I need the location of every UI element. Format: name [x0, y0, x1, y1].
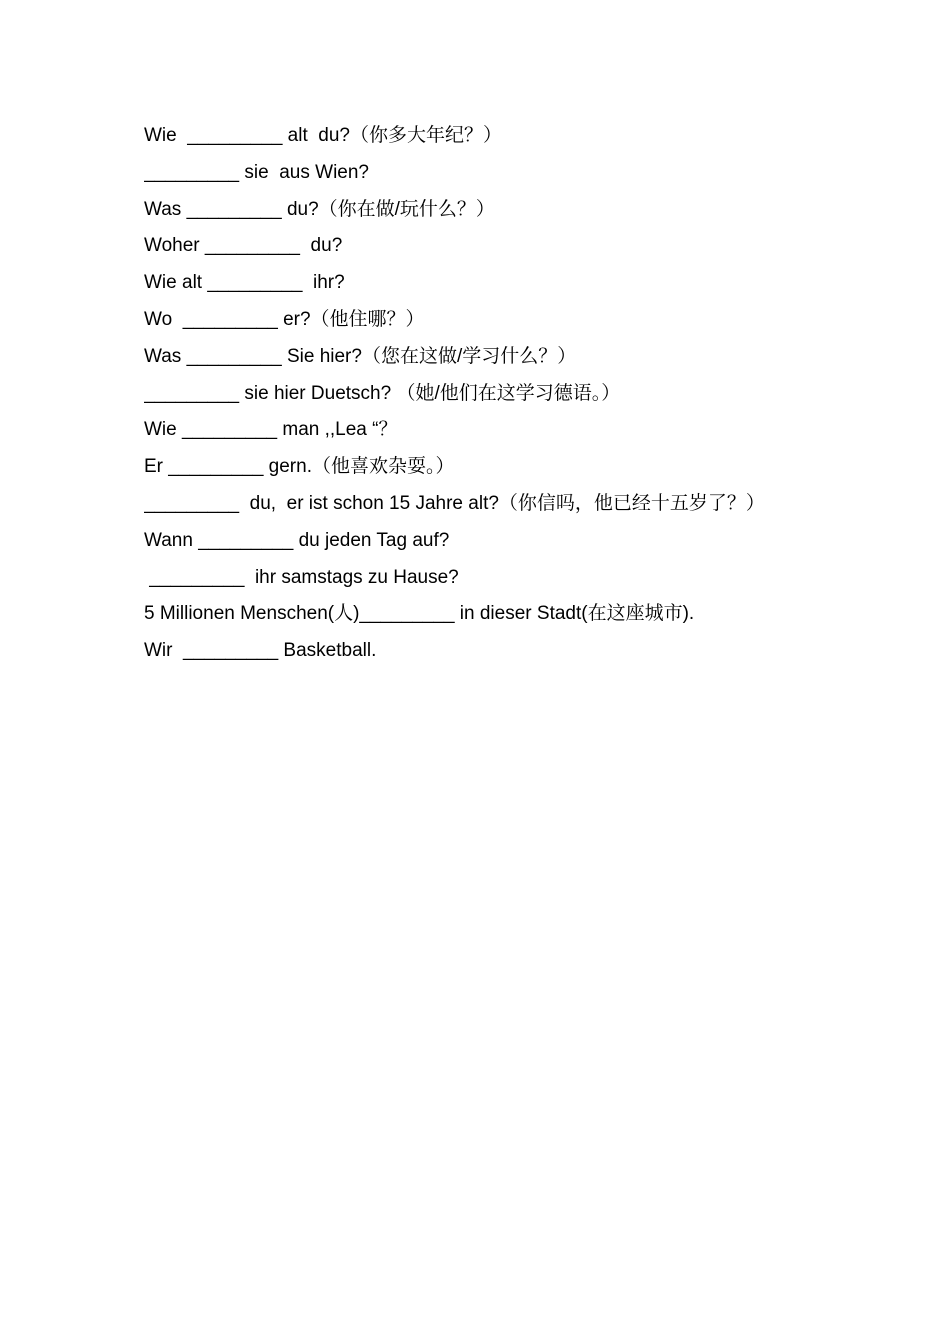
- exercise-line-4: Woher _________ du?: [144, 235, 343, 257]
- exercise-line-3: Was _________ du?（你在做/玩什么？）: [144, 198, 495, 220]
- exercise-line-7: Was _________ Sie hier?（您在这做/学习什么？）: [144, 345, 577, 367]
- exercise-line-10: Er _________ gern.（他喜欢杂耍。）: [144, 456, 455, 478]
- exercise-line-2: _________ sie aus Wien?: [144, 161, 369, 183]
- exercise-line-8: _________ sie hier Duetsch? （她/他们在这学习德语。）: [144, 382, 621, 404]
- exercise-list: [144, 118, 864, 670]
- exercise-line-12: Wann _________ du jeden Tag auf?: [144, 529, 450, 551]
- exercise-line-13: _________ ihr samstags zu Hause?: [144, 566, 459, 588]
- exercise-line-15: Wir _________ Basketball.: [144, 640, 377, 662]
- exercise-line-14: 5 Millionen Menschen(人)_________ in dieser Stadt(在这座城市).: [144, 603, 695, 625]
- exercise-line-9: Wie _________ man ,,Lea “？: [144, 419, 398, 441]
- exercise-line-5: Wie alt _________ ihr?: [144, 272, 345, 294]
- exercise-line-11: _________ du, er ist schon 15 Jahre alt?（你信吗，他已经十五岁了？）: [144, 492, 765, 514]
- exercise-line-6: Wo _________ er?（他住哪？）: [144, 308, 425, 330]
- exercise-line-1: Wie _________ alt du?（你多大年纪？）: [144, 125, 502, 146]
